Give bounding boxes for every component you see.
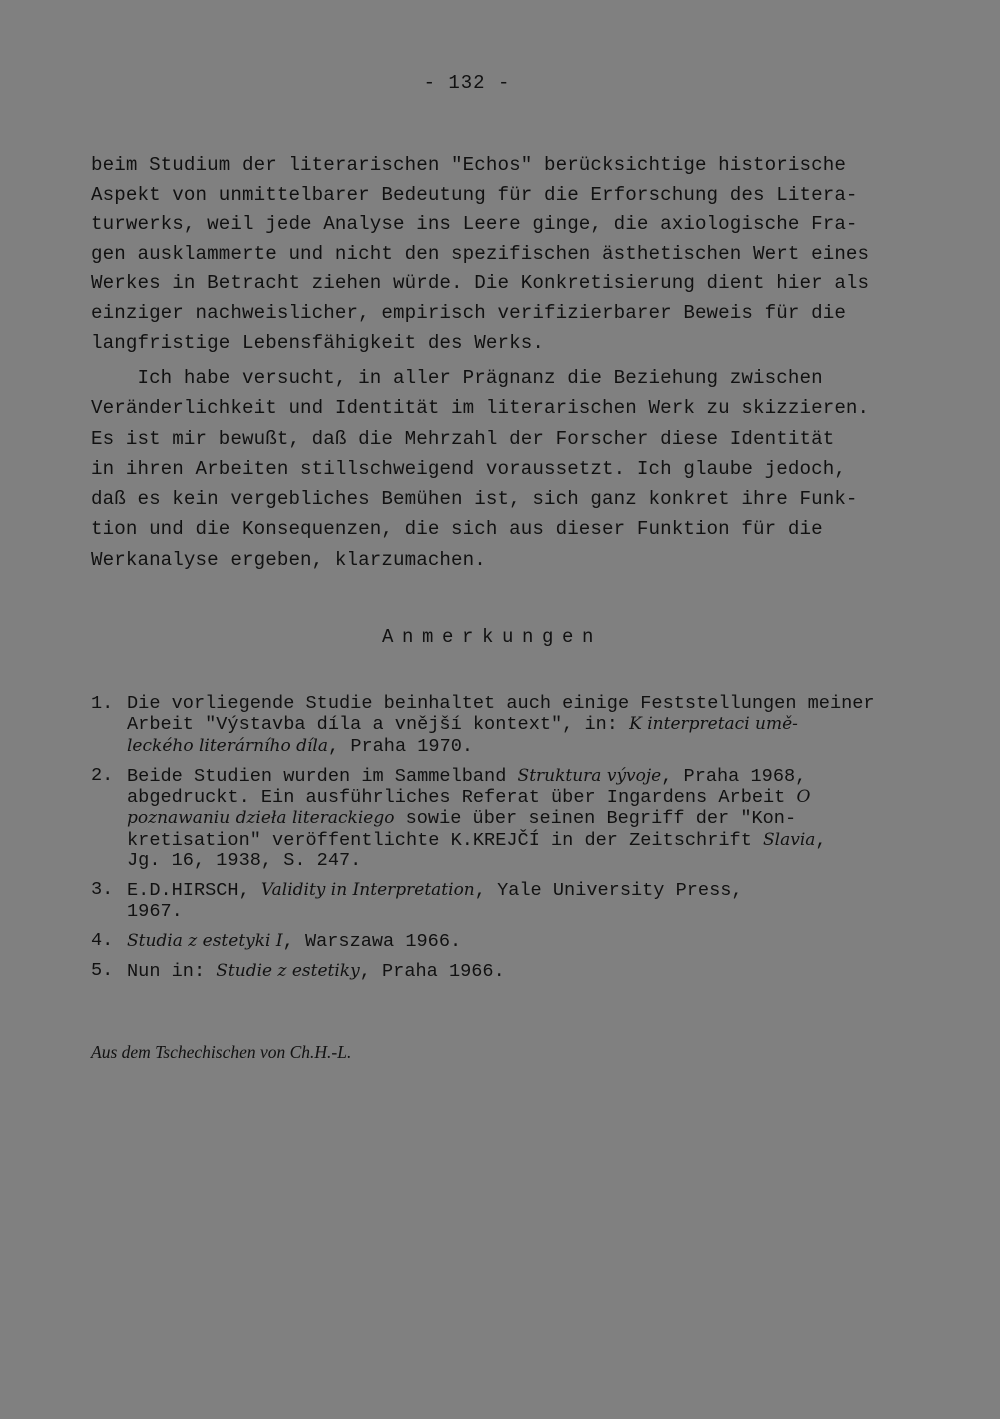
note-line xyxy=(127,714,931,735)
note-segment: abgedruckt. Ein ausführliches Referat über Ingardens Arbeit xyxy=(127,787,797,809)
note-title: K interpretaci umě- xyxy=(629,714,798,735)
note-segment: Die vorliegende Studie beinhaltet auch einige Feststellungen meiner xyxy=(127,693,875,714)
paragraph-1 xyxy=(91,151,911,358)
note-line xyxy=(127,808,931,829)
note-segment: , xyxy=(815,829,827,851)
text-line: in ihren Arbeiten stillschweigend voraussetzt. Ich glaube jedoch, xyxy=(91,457,846,480)
note-title: Struktura vývoje xyxy=(517,765,662,786)
note-item xyxy=(91,931,931,952)
text-line: langfristige Lebensfähigkeit des Werks. xyxy=(91,331,544,354)
note-title: leckého literárního díla xyxy=(127,735,328,756)
text-line: beim Studium der literarischen "Echos" berücksichtige historische xyxy=(91,154,846,176)
note-item xyxy=(91,880,931,922)
note-line xyxy=(127,766,931,787)
text-line: Ich habe versucht, in aller Prägnanz die Beziehung zwischen xyxy=(91,367,823,389)
note-line xyxy=(127,830,931,851)
page-number: - 132 - xyxy=(423,72,511,94)
note-line xyxy=(127,931,931,952)
notes-list xyxy=(91,694,931,992)
note-number: 1. xyxy=(91,693,114,714)
translator-credit: Aus dem Tschechischen von Ch.H.-L. xyxy=(91,1042,352,1062)
note-segment: kretisation" veröffentlichte K.KREJČÍ in der Zeitschrift xyxy=(127,829,764,851)
text-line: Aspekt von unmittelbarer Bedeutung für die Erforschung des Litera- xyxy=(91,183,858,206)
note-item xyxy=(91,961,931,982)
paragraph-2 xyxy=(91,363,911,575)
text-line: einziger nachweislicher, empirisch verifizierbarer Beweis für die xyxy=(91,301,846,324)
note-segment: sowie über seinen Begriff der "Kon- xyxy=(394,808,797,830)
note-text xyxy=(127,694,931,757)
note-title: Validity in Interpretation xyxy=(260,880,475,901)
note-number: 2. xyxy=(91,764,114,786)
note-title: poznawaniu dzieła literackiego xyxy=(127,808,395,829)
text-line: Werkes in Betracht ziehen würde. Die Konkretisierung dient hier als xyxy=(91,272,870,295)
note-segment: Beide Studien wurden im Sammelband xyxy=(127,765,518,787)
note-segment: , Yale University Press, xyxy=(474,880,743,902)
note-text xyxy=(127,961,931,982)
note-line xyxy=(127,880,931,901)
note-title: Slavia xyxy=(763,829,816,850)
note-segment: , Praha 1966. xyxy=(359,961,505,983)
note-segment: E.D.HIRSCH, xyxy=(127,880,261,902)
note-segment: , Warszawa 1966. xyxy=(282,930,462,952)
text-line: Es ist mir bewußt, daß die Mehrzahl der Forscher diese Identität xyxy=(91,427,835,450)
note-segment: 1967. xyxy=(127,900,183,922)
note-text xyxy=(127,880,931,922)
note-line xyxy=(127,694,931,714)
text-line: Veränderlichkeit und Identität im literarischen Werk zu skizzieren. xyxy=(91,397,870,420)
note-number: 5. xyxy=(91,960,114,982)
note-line xyxy=(127,787,931,808)
note-text xyxy=(127,766,931,871)
note-title: Studia z estetyki I xyxy=(127,930,283,951)
text-line: tion und die Konsequenzen, die sich aus dieser Funktion für die xyxy=(91,518,823,541)
note-item xyxy=(91,694,931,757)
text-line: gen ausklammerte und nicht den spezifischen ästhetischen Wert eines xyxy=(91,242,870,265)
note-item xyxy=(91,766,931,871)
note-title: Studie z estetiky xyxy=(216,961,360,982)
note-segment: Jg. 16, 1938, S. 247. xyxy=(127,850,362,872)
note-segment: , Praha 1968, xyxy=(661,765,807,787)
text-line: daß es kein vergebliches Bemühen ist, sich ganz konkret ihre Funk- xyxy=(91,488,858,511)
note-line xyxy=(127,961,931,982)
note-segment: Arbeit "Výstavba díla a vnější kontext", in: xyxy=(127,714,630,736)
notes-heading: Anmerkungen xyxy=(382,626,603,648)
note-title: O xyxy=(796,787,811,808)
text-line: turwerks, weil jede Analyse ins Leere ginge, die axiologische Fra- xyxy=(91,213,858,236)
text-line: Werkanalyse ergeben, klarzumachen. xyxy=(91,548,486,571)
note-line xyxy=(127,736,931,757)
note-line xyxy=(127,851,931,871)
note-number: 4. xyxy=(91,929,114,951)
note-segment: Nun in: xyxy=(127,961,217,983)
note-line xyxy=(127,902,931,922)
note-segment: , Praha 1970. xyxy=(328,735,474,757)
note-text xyxy=(127,931,931,952)
note-number: 3. xyxy=(91,879,114,901)
